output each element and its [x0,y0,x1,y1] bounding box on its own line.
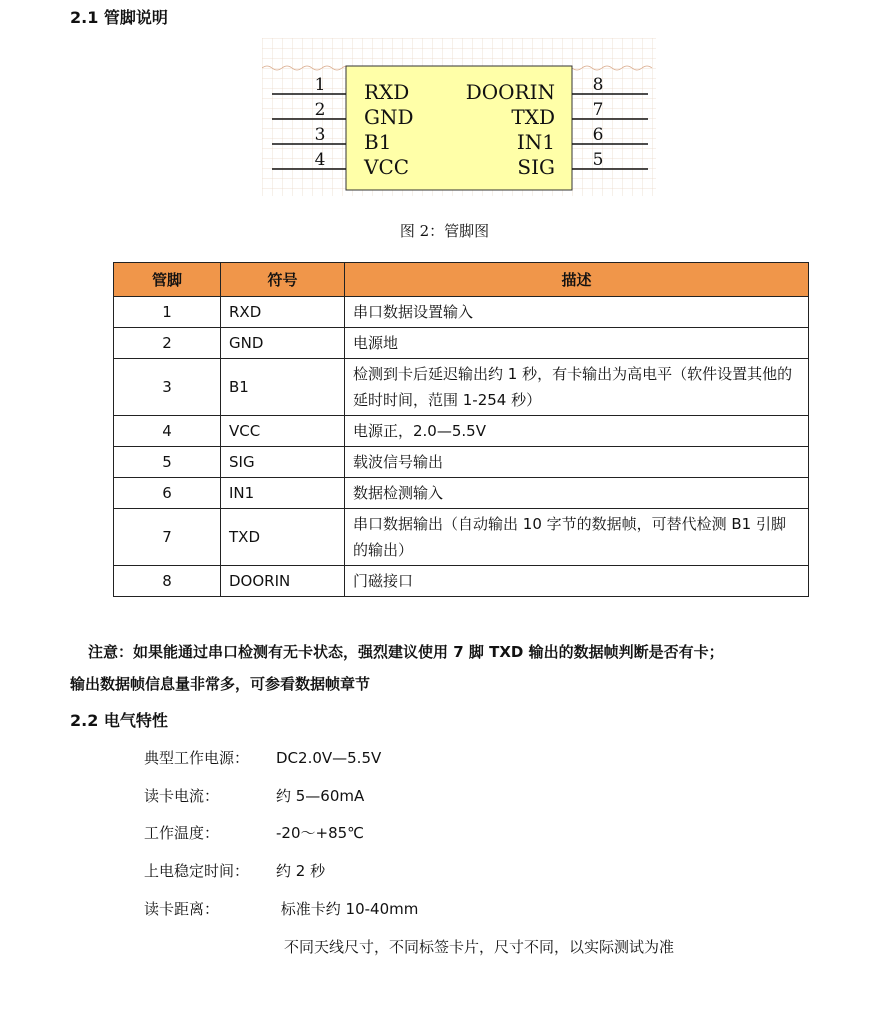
pin-name: GND [364,105,414,129]
spec-value: 标准卡约 10-40mm [276,900,419,918]
cell-description: 门磁接口 [345,566,809,597]
note-line-2: 输出数据帧信息量非常多，可参看数据帧章节 [70,675,371,693]
note-block [70,636,820,700]
cell-description: 串口数据输出（自动输出 10 字节的数据帧，可替代检测 B1 引脚的输出） [345,509,809,566]
table-row [114,509,809,566]
spec-label: 上电稳定时间： [144,862,250,880]
table-header-row [114,263,809,297]
cell-symbol: B1 [221,359,345,416]
pin-name: VCC [364,155,410,179]
spec-label: 读卡电流： [144,787,220,805]
cell-pin: 3 [114,359,221,416]
cell-pin: 8 [114,566,221,597]
cell-description: 载波信号输出 [345,447,809,478]
pin-name: DOORIN [465,80,555,104]
spec-row [144,898,418,919]
cell-description: 电源地 [345,328,809,359]
pin-number: 2 [314,100,326,120]
cell-pin: 4 [114,416,221,447]
cell-symbol: SIG [221,447,345,478]
spec-label: 工作温度： [144,824,220,842]
cell-pin: 1 [114,297,221,328]
cell-symbol: DOORIN [221,566,345,597]
table-row [114,328,809,359]
header-description: 描述 [345,263,809,297]
table-row [114,566,809,597]
table-row [114,359,809,416]
cell-pin: 5 [114,447,221,478]
spec-value: DC2.0V—5.5V [276,749,382,767]
cell-symbol: VCC [221,416,345,447]
cell-description: 数据检测输入 [345,478,809,509]
pin-number: 3 [314,125,326,145]
note-line-1: 注意：如果能通过串口检测有无卡状态，强烈建议使用 7 脚 TXD 输出的数据帧判断是否有卡； [88,643,724,661]
spec-value: -20～+85℃ [276,824,365,842]
table-row [114,416,809,447]
pin-number: 5 [592,150,604,170]
cell-symbol: TXD [221,509,345,566]
table-row [114,297,809,328]
pin-number: 6 [592,125,604,145]
cell-symbol: RXD [221,297,345,328]
cell-description: 电源正，2.0—5.5V [345,416,809,447]
pin-number: 8 [592,75,604,95]
section-heading-electrical: 2.2 电气特性 [70,711,168,730]
pin-name: SIG [517,155,555,179]
spec-value: 约 5—60mA [276,787,365,805]
pin-name: IN1 [516,130,555,154]
pin-number: 4 [314,150,326,170]
cell-description: 检测到卡后延迟输出约 1 秒，有卡输出为高电平（软件设置其他的延时时间，范围 1-254 秒） [345,359,809,416]
pin-name: TXD [511,105,555,129]
pin-number: 7 [592,100,604,120]
pin-table [113,262,809,597]
cell-description: 串口数据设置输入 [345,297,809,328]
table-row [114,478,809,509]
spec-row [144,785,364,806]
pin-diagram [262,38,656,196]
cell-pin: 7 [114,509,221,566]
cell-symbol: IN1 [221,478,345,509]
table-row [114,447,809,478]
cell-symbol: GND [221,328,345,359]
spec-label: 典型工作电源： [144,749,250,767]
cell-pin: 2 [114,328,221,359]
spec-footnote: 不同天线尺寸，不同标签卡片，尺寸不同，以实际测试为准 [284,938,675,956]
cell-pin: 6 [114,478,221,509]
spec-row [144,860,325,881]
spec-value: 约 2 秒 [276,862,326,880]
header-pin: 管脚 [114,263,221,297]
pin-name: B1 [364,130,392,154]
figure-caption: 图 2：管脚图 [399,222,490,240]
section-heading-pin-description: 2.1 管脚说明 [70,8,168,27]
header-symbol: 符号 [221,263,345,297]
pin-name: RXD [364,80,410,104]
pin-number: 1 [314,75,326,95]
spec-label: 读卡距离： [144,900,220,918]
spec-row [144,822,364,843]
spec-row [144,747,381,768]
